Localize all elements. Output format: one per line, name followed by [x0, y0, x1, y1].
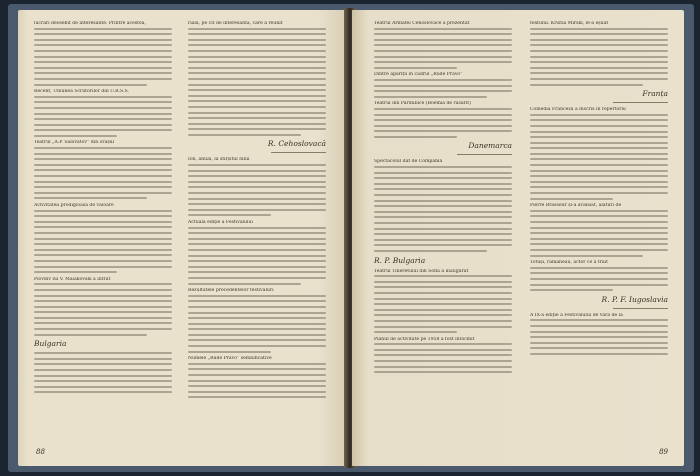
text-line [530, 125, 668, 127]
text-line [530, 61, 668, 63]
text-line [374, 292, 512, 294]
text-line [374, 200, 512, 202]
paragraph-start: Teatrul Tineretului din Sofia a inaugurat [374, 268, 469, 274]
text-line [188, 323, 326, 325]
text-line [374, 275, 512, 277]
text-line [34, 243, 172, 245]
text-line [34, 391, 172, 393]
text-line [34, 300, 172, 302]
text-line [34, 33, 172, 35]
text-line [34, 328, 172, 330]
text-line [188, 380, 326, 382]
text-line [530, 142, 668, 144]
text-line [374, 211, 512, 213]
text-line [530, 181, 668, 183]
text-line [374, 371, 512, 373]
text-line [374, 228, 512, 230]
text-line [374, 366, 512, 368]
text-line [188, 209, 326, 211]
text-line [188, 255, 326, 257]
text-line [34, 352, 172, 354]
text-line [188, 260, 326, 262]
text-line [374, 136, 457, 138]
text-line [188, 232, 326, 234]
left-page [18, 10, 348, 466]
text-line [530, 353, 668, 355]
text-line [530, 170, 668, 172]
text-line [34, 186, 172, 188]
text-line [374, 130, 512, 132]
text-line [34, 124, 172, 126]
text-line [530, 84, 643, 86]
text-line [188, 374, 326, 376]
text-line [530, 267, 668, 269]
text-line [530, 136, 668, 138]
text-line [188, 33, 326, 35]
text-line [188, 391, 326, 393]
text-line [530, 56, 668, 58]
text-line [34, 249, 172, 251]
paragraph-start: Recent, Uniunea Scriitorilor din U.R.S.S. [34, 89, 129, 95]
text-line [188, 312, 326, 314]
text-line [530, 33, 668, 35]
text-line [374, 114, 512, 116]
text-line [530, 198, 613, 200]
text-line [34, 210, 172, 212]
text-line [34, 175, 172, 177]
section-rule [271, 152, 326, 153]
text-line [34, 67, 172, 69]
text-line [530, 72, 668, 74]
right-page [352, 10, 684, 466]
section-rule [613, 102, 668, 103]
text-line [34, 84, 147, 86]
paragraph-start: Actuala ediție a Festivalului [188, 220, 253, 225]
text-line [374, 56, 512, 58]
section-heading: R. Cehoslovacă [267, 139, 326, 149]
page-number: 89 [659, 448, 668, 456]
text-line [530, 221, 668, 223]
text-line [188, 300, 326, 302]
text-line [188, 385, 326, 387]
text-line [530, 347, 668, 349]
paragraph-start: Planul de activitate pe 1958 a fost întocmit [374, 336, 475, 342]
text-line [188, 84, 326, 86]
text-line [34, 28, 172, 30]
section-heading: R. P. F. Iugoslavia [601, 294, 668, 304]
text-line [188, 295, 326, 297]
text-line [188, 112, 326, 114]
text-line [374, 166, 512, 168]
text-line [530, 342, 668, 344]
text-line [530, 215, 668, 217]
text-line [374, 239, 512, 241]
text-line [188, 78, 326, 80]
section-heading: Danemarca [468, 141, 512, 151]
text-line [34, 221, 172, 223]
text-line [34, 153, 172, 155]
text-line [530, 28, 668, 30]
text-line [34, 197, 147, 199]
text-line [34, 135, 117, 137]
text-line [188, 317, 326, 319]
text-line [374, 67, 457, 69]
text-line [34, 56, 172, 58]
text-line [188, 271, 326, 273]
text-line [530, 153, 668, 155]
text-line [188, 334, 326, 336]
text-line [530, 119, 668, 121]
text-line [530, 238, 668, 240]
text-line [530, 227, 668, 229]
paragraph-start: Dintre apariții în cadrul „Rude Pravo” [374, 72, 463, 78]
text-line [34, 39, 172, 41]
text-line [188, 249, 326, 251]
text-line [530, 278, 668, 280]
text-line [530, 39, 668, 41]
text-line [374, 108, 512, 110]
text-line [374, 79, 512, 81]
text-line [374, 320, 512, 322]
text-line [374, 85, 512, 87]
text-line [34, 295, 172, 297]
text-line [530, 114, 668, 116]
text-line [374, 331, 457, 333]
text-line [374, 244, 512, 246]
text-line [34, 358, 172, 360]
text-line [34, 260, 172, 262]
text-line [374, 314, 512, 316]
text-line [374, 90, 512, 92]
section-heading: Franța [642, 89, 668, 99]
text-line [530, 336, 668, 338]
text-line [188, 203, 326, 205]
text-line [530, 319, 668, 321]
text-line [34, 311, 172, 313]
text-line [188, 306, 326, 308]
text-line [34, 215, 172, 217]
text-line [34, 271, 117, 273]
text-line [34, 107, 172, 109]
text-line [374, 205, 512, 207]
text-line [188, 67, 326, 69]
section-rule [613, 308, 668, 309]
text-line [374, 188, 512, 190]
text-line [34, 283, 172, 285]
text-line [530, 67, 668, 69]
text-line [374, 172, 512, 174]
text-line [530, 147, 668, 149]
text-line [34, 50, 172, 52]
text-line [374, 44, 512, 46]
text-line [530, 243, 668, 245]
text-line [530, 232, 668, 234]
text-line [188, 164, 326, 166]
paragraph-start: Totuși, rămâneau, actor ce a trăit [530, 260, 608, 266]
text-line [374, 119, 512, 121]
text-line [34, 147, 172, 149]
text-line [34, 44, 172, 46]
text-line [34, 232, 172, 234]
text-line [374, 349, 512, 351]
text-line [34, 113, 172, 115]
text-line [34, 334, 147, 336]
paragraph-start: A IX-a ediție a Festivalului de vară de la [530, 312, 623, 318]
right-page-column-2 [530, 20, 668, 440]
paragraph-start: Plovdiv lui V. Maiakovski a intrat [34, 276, 111, 282]
text-line [34, 181, 172, 183]
text-line [34, 380, 172, 382]
text-line [34, 78, 172, 80]
text-line [530, 192, 668, 194]
text-line [374, 39, 512, 41]
text-line [188, 181, 326, 183]
text-line [188, 170, 326, 172]
text-line [530, 158, 668, 160]
text-line [188, 61, 326, 63]
text-line [374, 216, 512, 218]
paragraph-start: Comedia Franceză a înscris în repertoriu [530, 107, 626, 113]
text-line [188, 198, 326, 200]
text-line [188, 396, 326, 398]
text-line [34, 363, 172, 365]
text-line [34, 306, 172, 308]
text-line [34, 158, 172, 160]
text-line [188, 238, 326, 240]
text-line [188, 277, 326, 279]
text-line [530, 210, 668, 212]
text-line [188, 186, 326, 188]
text-line [34, 289, 172, 291]
text-line [34, 238, 172, 240]
text-line [34, 322, 172, 324]
text-line [374, 61, 512, 63]
text-line [34, 226, 172, 228]
text-line [34, 375, 172, 377]
text-line [530, 325, 668, 327]
text-line [530, 186, 668, 188]
text-line [188, 39, 326, 41]
text-line [530, 255, 643, 257]
section-heading: R. P. Bulgaria [374, 255, 426, 265]
text-line [374, 286, 512, 288]
paragraph-start: Pierre Brasseur și-a avansat, alături de [530, 203, 622, 209]
text-line [530, 175, 668, 177]
text-line [34, 254, 172, 256]
text-line [374, 50, 512, 52]
text-line [188, 214, 271, 216]
text-line [374, 250, 487, 252]
paragraph-start: Ion, anual, la sfîrșitul lunii [188, 157, 250, 163]
text-line [34, 169, 172, 171]
text-line [188, 50, 326, 52]
section-heading: Bulgaria [34, 339, 67, 349]
text-line [374, 343, 512, 345]
left-page-column-1 [34, 20, 172, 440]
text-line [374, 360, 512, 362]
text-line [34, 369, 172, 371]
paragraph-start: Teatrul Armatei Cehoslovace a prezentat [374, 21, 470, 26]
text-line [530, 249, 668, 251]
text-line [188, 283, 301, 285]
text-line [530, 289, 613, 291]
text-line [188, 243, 326, 245]
text-line [34, 266, 172, 268]
text-line [374, 354, 512, 356]
text-line [188, 175, 326, 177]
text-line [34, 129, 172, 131]
text-line [374, 28, 512, 30]
text-line [374, 298, 512, 300]
text-line [188, 95, 326, 97]
text-line [188, 28, 326, 30]
text-line [34, 61, 172, 63]
text-line [374, 183, 512, 185]
text-line [530, 44, 668, 46]
section-rule [457, 154, 512, 155]
text-line [530, 284, 668, 286]
text-line [188, 123, 326, 125]
text-line [188, 351, 271, 353]
text-line [374, 96, 487, 98]
right-page-column-1 [374, 20, 512, 440]
text-line [34, 164, 172, 166]
text-line [188, 368, 326, 370]
text-line [188, 56, 326, 58]
text-line [34, 101, 172, 103]
text-line [530, 78, 668, 80]
text-line [188, 363, 326, 365]
text-line [188, 192, 326, 194]
paragraph-start: Teatrul din Pardubice (Boemia de răsărit) [374, 101, 471, 107]
text-line [530, 164, 668, 166]
text-line [188, 134, 301, 136]
text-line [34, 192, 172, 194]
text-line [374, 33, 512, 35]
text-line [188, 345, 326, 347]
text-line [530, 331, 668, 333]
text-line [34, 317, 172, 319]
text-line [188, 128, 326, 130]
text-line [374, 303, 512, 305]
text-line [374, 326, 512, 328]
text-line [188, 227, 326, 229]
paragraph-start: Activitatea prodigioasă de valoare [34, 203, 114, 208]
left-page-column-2 [188, 20, 326, 440]
paragraph-start: Teatrul „A.P. Salovatov” din orașul [34, 140, 115, 146]
paragraph-start: Rezultatele precedentelor festivaluri [188, 288, 274, 294]
text-line [530, 272, 668, 274]
text-line [530, 50, 668, 52]
text-line [34, 386, 172, 388]
paragraph-start: Spectacolul dat de Compania [374, 159, 443, 165]
text-line [188, 100, 326, 102]
text-line [530, 131, 668, 133]
paragraph-start: lucrări deosebit de interesante. Printre acestea, [34, 21, 146, 26]
text-line [188, 339, 326, 341]
text-line [374, 233, 512, 235]
text-line [374, 222, 512, 224]
paragraph-start: Numele „Rude Pravo” semnificative [188, 356, 272, 362]
text-line [188, 106, 326, 108]
text-line [374, 281, 512, 283]
paragraph-start: rială, pe cît de interesantă, care a reunit [188, 21, 283, 26]
paragraph-start: textului. Kristia Mirski, le-a eșuat [530, 21, 609, 26]
text-line [374, 309, 512, 311]
page-number: 88 [36, 448, 45, 456]
text-line [188, 44, 326, 46]
text-line [34, 118, 172, 120]
text-line [188, 117, 326, 119]
text-line [374, 194, 512, 196]
text-line [34, 72, 172, 74]
text-line [374, 177, 512, 179]
text-line [188, 328, 326, 330]
text-line [374, 125, 512, 127]
text-line [34, 96, 172, 98]
text-line [188, 266, 326, 268]
text-line [188, 89, 326, 91]
text-line [188, 72, 326, 74]
